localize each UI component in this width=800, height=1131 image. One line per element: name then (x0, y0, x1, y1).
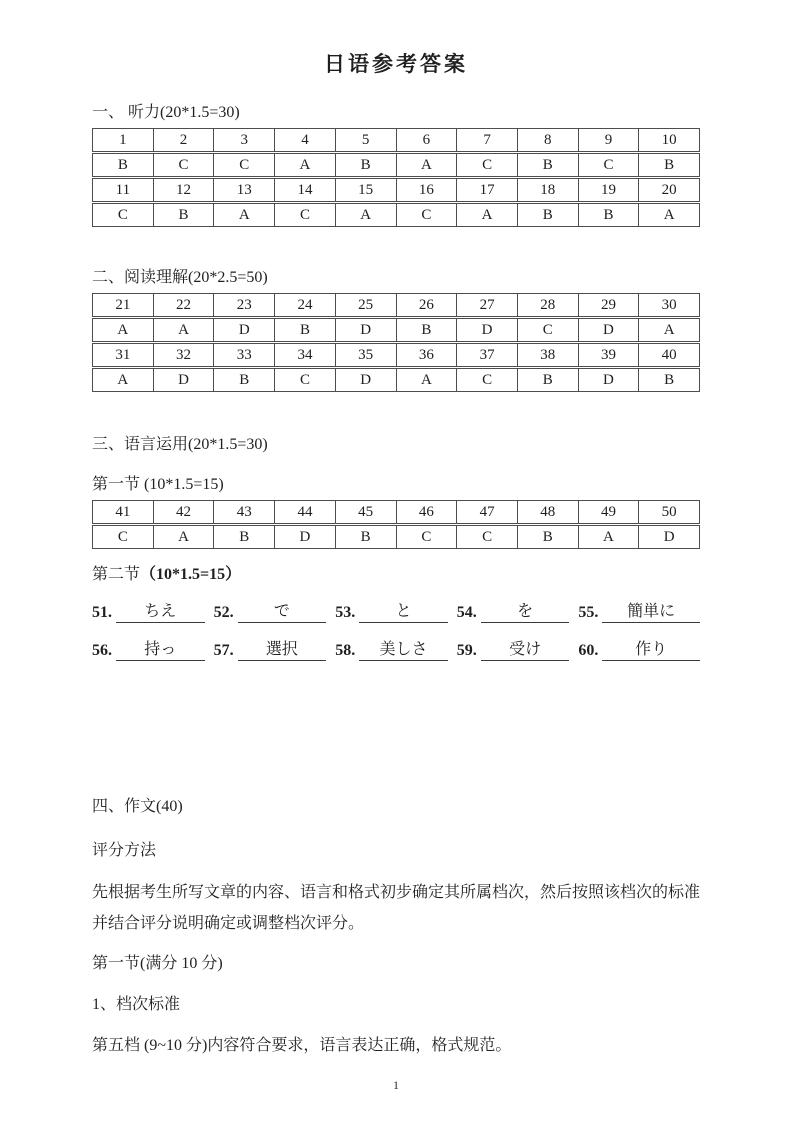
table-cell: 7 (456, 129, 517, 151)
table-cell: D (578, 319, 639, 341)
table-row (92, 293, 700, 317)
table-row (92, 500, 700, 524)
fillin-number: 56. (92, 642, 112, 659)
section-heading-language-usage: 三、语言运用(20*1.5=30) (92, 436, 268, 453)
table-cell: A (274, 154, 335, 176)
table-cell: 12 (153, 179, 214, 201)
section-heading-reading: 二、阅读理解(20*2.5=50) (92, 269, 268, 286)
table-row (92, 128, 700, 152)
fillin-answer: 簡単に (602, 601, 700, 623)
table-row (92, 153, 700, 177)
table-cell: B (335, 154, 396, 176)
section-heading-composition: 四、作文(40) (92, 798, 183, 815)
fillin-number: 54. (456, 604, 477, 621)
table-cell: 27 (456, 294, 517, 316)
table-cell: 45 (335, 501, 396, 523)
section-heading-listening: 一、 听力(20*1.5=30) (92, 104, 240, 121)
fillin-answer: 作り (602, 639, 700, 661)
table-cell: 19 (578, 179, 639, 201)
table-cell: A (153, 319, 214, 341)
scoring-method-body: 先根据考生所写文章的内容、语言和格式初步确定其所属档次，然后按照该档次的标准并结合评分说明确定或调整档次评分。 (92, 884, 701, 932)
table-cell: 43 (213, 501, 274, 523)
reading-answer-table (92, 293, 700, 392)
table-cell: D (456, 319, 517, 341)
subsection-heading-part1: 第一节 (10*1.5=15) (92, 476, 224, 493)
table-cell: 24 (274, 294, 335, 316)
fillin-row-51-55 (92, 601, 700, 623)
part2-label: 第二节 (92, 566, 141, 583)
table-cell: B (517, 526, 578, 548)
fillin-item (335, 601, 457, 623)
table-cell: 2 (153, 129, 214, 151)
table-cell: 9 (578, 129, 639, 151)
table-cell: D (578, 369, 639, 391)
table-cell: A (153, 526, 214, 548)
fillin-item (578, 639, 700, 661)
fillin-item (457, 601, 579, 623)
table-cell: C (274, 369, 335, 391)
table-cell: 47 (456, 501, 517, 523)
fillin-answer: と (359, 601, 448, 623)
table-cell: A (578, 526, 639, 548)
table-cell: 28 (517, 294, 578, 316)
fillin-number: 53. (335, 604, 356, 621)
table-cell: 42 (153, 501, 214, 523)
fillin-answer: を (481, 601, 570, 623)
table-cell: 37 (456, 344, 517, 366)
table-cell: 22 (153, 294, 214, 316)
table-cell: 46 (396, 501, 457, 523)
table-cell: B (153, 204, 214, 226)
table-cell: 48 (517, 501, 578, 523)
scoring-method-title: 评分方法 (92, 842, 157, 859)
table-row (92, 525, 700, 549)
table-cell: 44 (274, 501, 335, 523)
table-cell: A (335, 204, 396, 226)
table-cell: B (213, 526, 274, 548)
table-cell: A (117, 322, 129, 338)
table-cell: 29 (578, 294, 639, 316)
table-cell: D (213, 319, 274, 341)
fillin-number: 60. (578, 642, 599, 659)
table-cell: 34 (274, 344, 335, 366)
fillin-item (92, 639, 214, 661)
table-cell: 32 (153, 344, 214, 366)
table-cell: 23 (213, 294, 274, 316)
table-cell: D (335, 319, 396, 341)
table-cell: C (274, 204, 335, 226)
table-cell: 10 (638, 129, 699, 151)
usage-part1-answer-table (92, 500, 700, 549)
table-cell: B (638, 154, 699, 176)
table-cell: C (456, 369, 517, 391)
table-cell: D (274, 526, 335, 548)
listening-answer-table (92, 128, 700, 227)
table-cell: B (274, 319, 335, 341)
table-row (92, 318, 700, 342)
page-number: 1 (393, 1078, 399, 1092)
table-cell: 18 (517, 179, 578, 201)
fillin-number: 58. (335, 642, 356, 659)
table-cell: 49 (578, 501, 639, 523)
table-cell: 16 (396, 179, 457, 201)
table-cell: 4 (274, 129, 335, 151)
table-row (92, 203, 700, 227)
table-row (92, 178, 700, 202)
table-cell: 3 (213, 129, 274, 151)
table-cell: 11 (115, 182, 131, 198)
fillin-item (214, 601, 336, 623)
table-cell: 25 (335, 294, 396, 316)
table-cell: 8 (517, 129, 578, 151)
fillin-item (214, 639, 336, 661)
table-cell: B (638, 369, 699, 391)
table-cell: 33 (213, 344, 274, 366)
fillin-item (578, 601, 700, 623)
table-cell: B (517, 154, 578, 176)
table-cell: A (638, 319, 699, 341)
table-cell: B (517, 369, 578, 391)
table-cell: B (578, 204, 639, 226)
table-cell: 13 (213, 179, 274, 201)
table-cell: A (638, 204, 699, 226)
fillin-item (92, 601, 214, 623)
table-cell: C (117, 207, 128, 223)
fillin-answer: 持っ (116, 639, 205, 661)
table-cell: 36 (396, 344, 457, 366)
table-cell: B (396, 319, 457, 341)
table-cell: 41 (115, 504, 131, 520)
table-cell: 38 (517, 344, 578, 366)
table-cell: D (638, 526, 699, 548)
table-cell: A (396, 369, 457, 391)
fillin-number: 51. (92, 604, 112, 621)
table-cell: 15 (335, 179, 396, 201)
table-row (92, 343, 700, 367)
fillin-answer: 選択 (238, 639, 327, 661)
fillin-number: 57. (213, 642, 234, 659)
table-cell: B (117, 157, 128, 173)
table-cell: C (456, 154, 517, 176)
level5-criteria: 第五档 (9~10 分)内容符合要求，语言表达正确，格式规范。 (92, 1037, 512, 1054)
fillin-answer: ちえ (116, 601, 205, 623)
subsection-heading-part2 (92, 565, 700, 584)
table-cell: C (213, 154, 274, 176)
table-cell: 30 (638, 294, 699, 316)
table-cell: C (456, 526, 517, 548)
fillin-number: 52. (213, 604, 234, 621)
page-title: 日语参考答案 (324, 52, 468, 76)
table-cell: D (335, 369, 396, 391)
table-cell: 17 (456, 179, 517, 201)
fillin-answer: で (238, 601, 327, 623)
table-cell: B (335, 526, 396, 548)
table-cell: 35 (335, 344, 396, 366)
table-cell: 14 (274, 179, 335, 201)
table-cell: C (153, 154, 214, 176)
table-cell: B (517, 204, 578, 226)
table-cell: 50 (638, 501, 699, 523)
part2-score: （10*1.5=15） (140, 566, 242, 583)
table-cell: B (213, 369, 274, 391)
composition-part1-heading: 第一节(满分 10 分) (92, 955, 223, 972)
table-cell: A (117, 372, 129, 388)
table-cell: 26 (396, 294, 457, 316)
table-cell: 5 (335, 129, 396, 151)
table-cell: C (117, 529, 128, 545)
table-cell: D (153, 369, 214, 391)
table-cell: 21 (115, 297, 131, 313)
table-cell: 1 (119, 132, 127, 148)
table-cell: C (396, 526, 457, 548)
table-cell: A (213, 204, 274, 226)
table-cell: 20 (638, 179, 699, 201)
fillin-number: 59. (456, 642, 477, 659)
table-cell: 31 (115, 347, 131, 363)
table-row (92, 368, 700, 392)
fillin-row-56-60 (92, 639, 700, 661)
fillin-answer: 受け (481, 639, 570, 661)
table-cell: 40 (638, 344, 699, 366)
table-cell: C (396, 204, 457, 226)
table-cell: C (578, 154, 639, 176)
fillin-item (335, 639, 457, 661)
table-cell: 39 (578, 344, 639, 366)
fillin-item (457, 639, 579, 661)
table-cell: 6 (396, 129, 457, 151)
fillin-number: 55. (578, 604, 599, 621)
criteria-title: 1、档次标准 (92, 996, 181, 1013)
fillin-answer: 美しさ (359, 639, 448, 661)
table-cell: C (517, 319, 578, 341)
table-cell: A (396, 154, 457, 176)
table-cell: A (456, 204, 517, 226)
